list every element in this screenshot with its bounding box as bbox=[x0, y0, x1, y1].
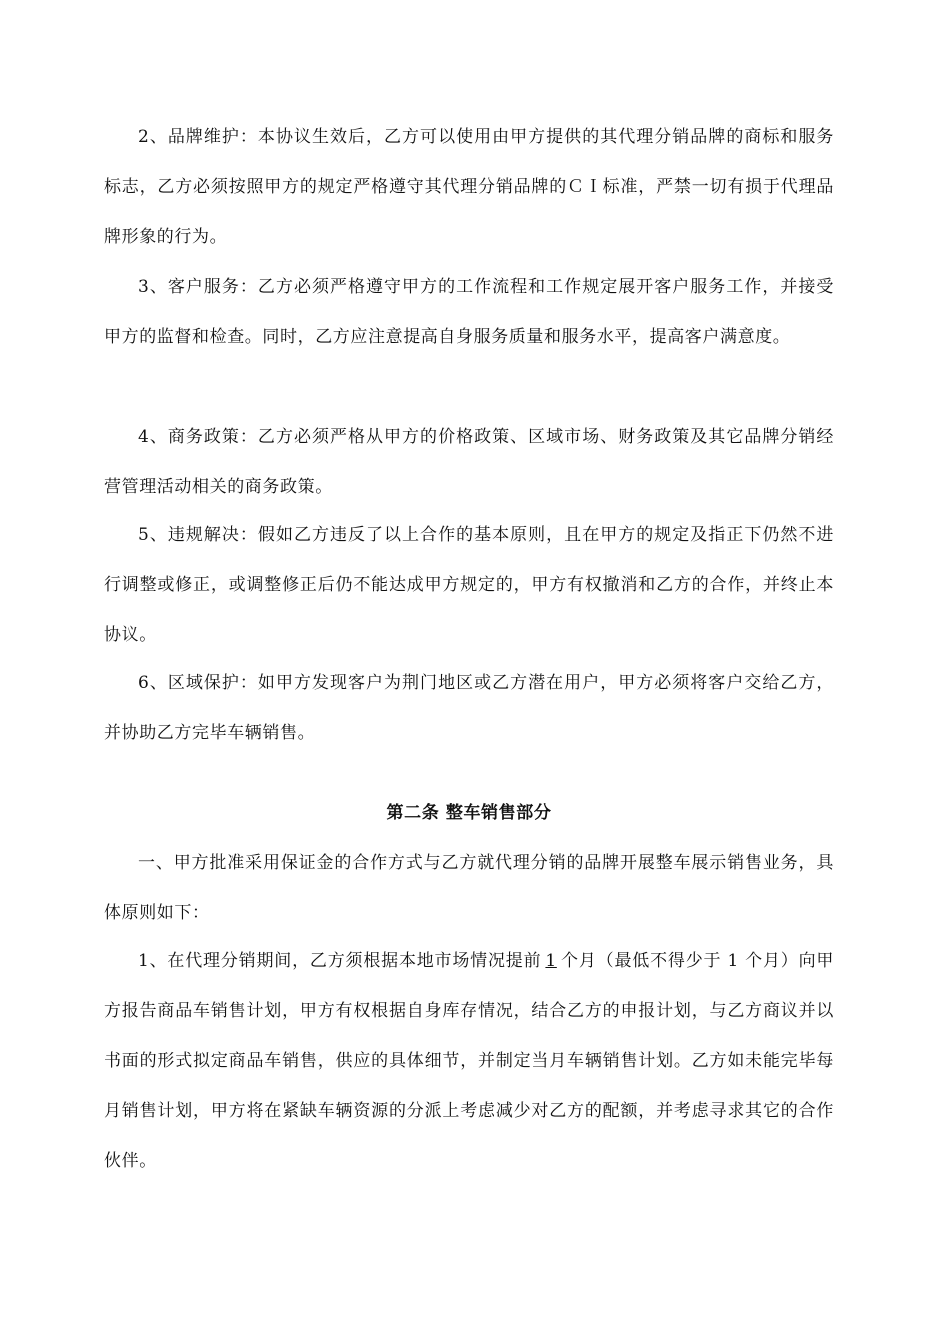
paragraph-violation-handling: 5、违规解决：假如乙方违反了以上合作的基本原则，且在甲方的规定及指正下仍然不进行调整或修正，或调整修正后仍不能达成甲方规定的，甲方有权撤消和乙方的合作，并终止本协议。 bbox=[104, 525, 834, 645]
paragraph-brand-maintenance: 2、品牌维护：本协议生效后，乙方可以使用由甲方提供的其代理分销品牌的商标和服务标志，乙方必须按照甲方的规定严格遵守其代理分销品牌的ＣＩ标准，严禁一切有损于代理品牌形象的行为。 bbox=[104, 127, 834, 247]
sales-plan-text-before: 1、在代理分销期间，乙方须根据本地市场情况提前 bbox=[138, 951, 542, 971]
paragraph-section-intro: 一、甲方批准采用保证金的合作方式与乙方就代理分销的品牌开展整车展示销售业务，具体原则如下： bbox=[104, 853, 834, 923]
section-heading: 第二条 整车销售部分 bbox=[386, 803, 552, 823]
paragraph-sales-plan bbox=[104, 936, 834, 1186]
paragraph-customer-service: 3、客户服务：乙方必须严格遵守甲方的工作流程和工作规定展开客户服务工作，并接受甲方的监督和检查。同时，乙方应注意提高自身服务质量和服务水平，提高客户满意度。 bbox=[104, 277, 834, 347]
paragraph-business-policy: 4、商务政策：乙方必须严格从甲方的价格政策、区域市场、财务政策及其它品牌分销经营管理活动相关的商务政策。 bbox=[104, 427, 834, 497]
advance-months-value: 1 bbox=[545, 951, 557, 971]
sales-plan-text-after: 个月（最低不得少于 1 个月）向甲方报告商品车销售计划，甲方有权根据自身库存情况，结合乙方的申报计划，与乙方商议并以书面的形式拟定商品车销售，供应的具体细节，并制定当月车辆销售计划。乙方如未能完毕每月销售计划，甲方将在紧缺车辆资源的分派上考虑减少对乙方的配额，并考虑寻求其它的合作伙伴。 bbox=[104, 951, 834, 1171]
paragraph-region-protection: 6、区域保护：如甲方发现客户为荆门地区或乙方潜在用户，甲方必须将客户交给乙方，并协助乙方完毕车辆销售。 bbox=[104, 673, 834, 743]
